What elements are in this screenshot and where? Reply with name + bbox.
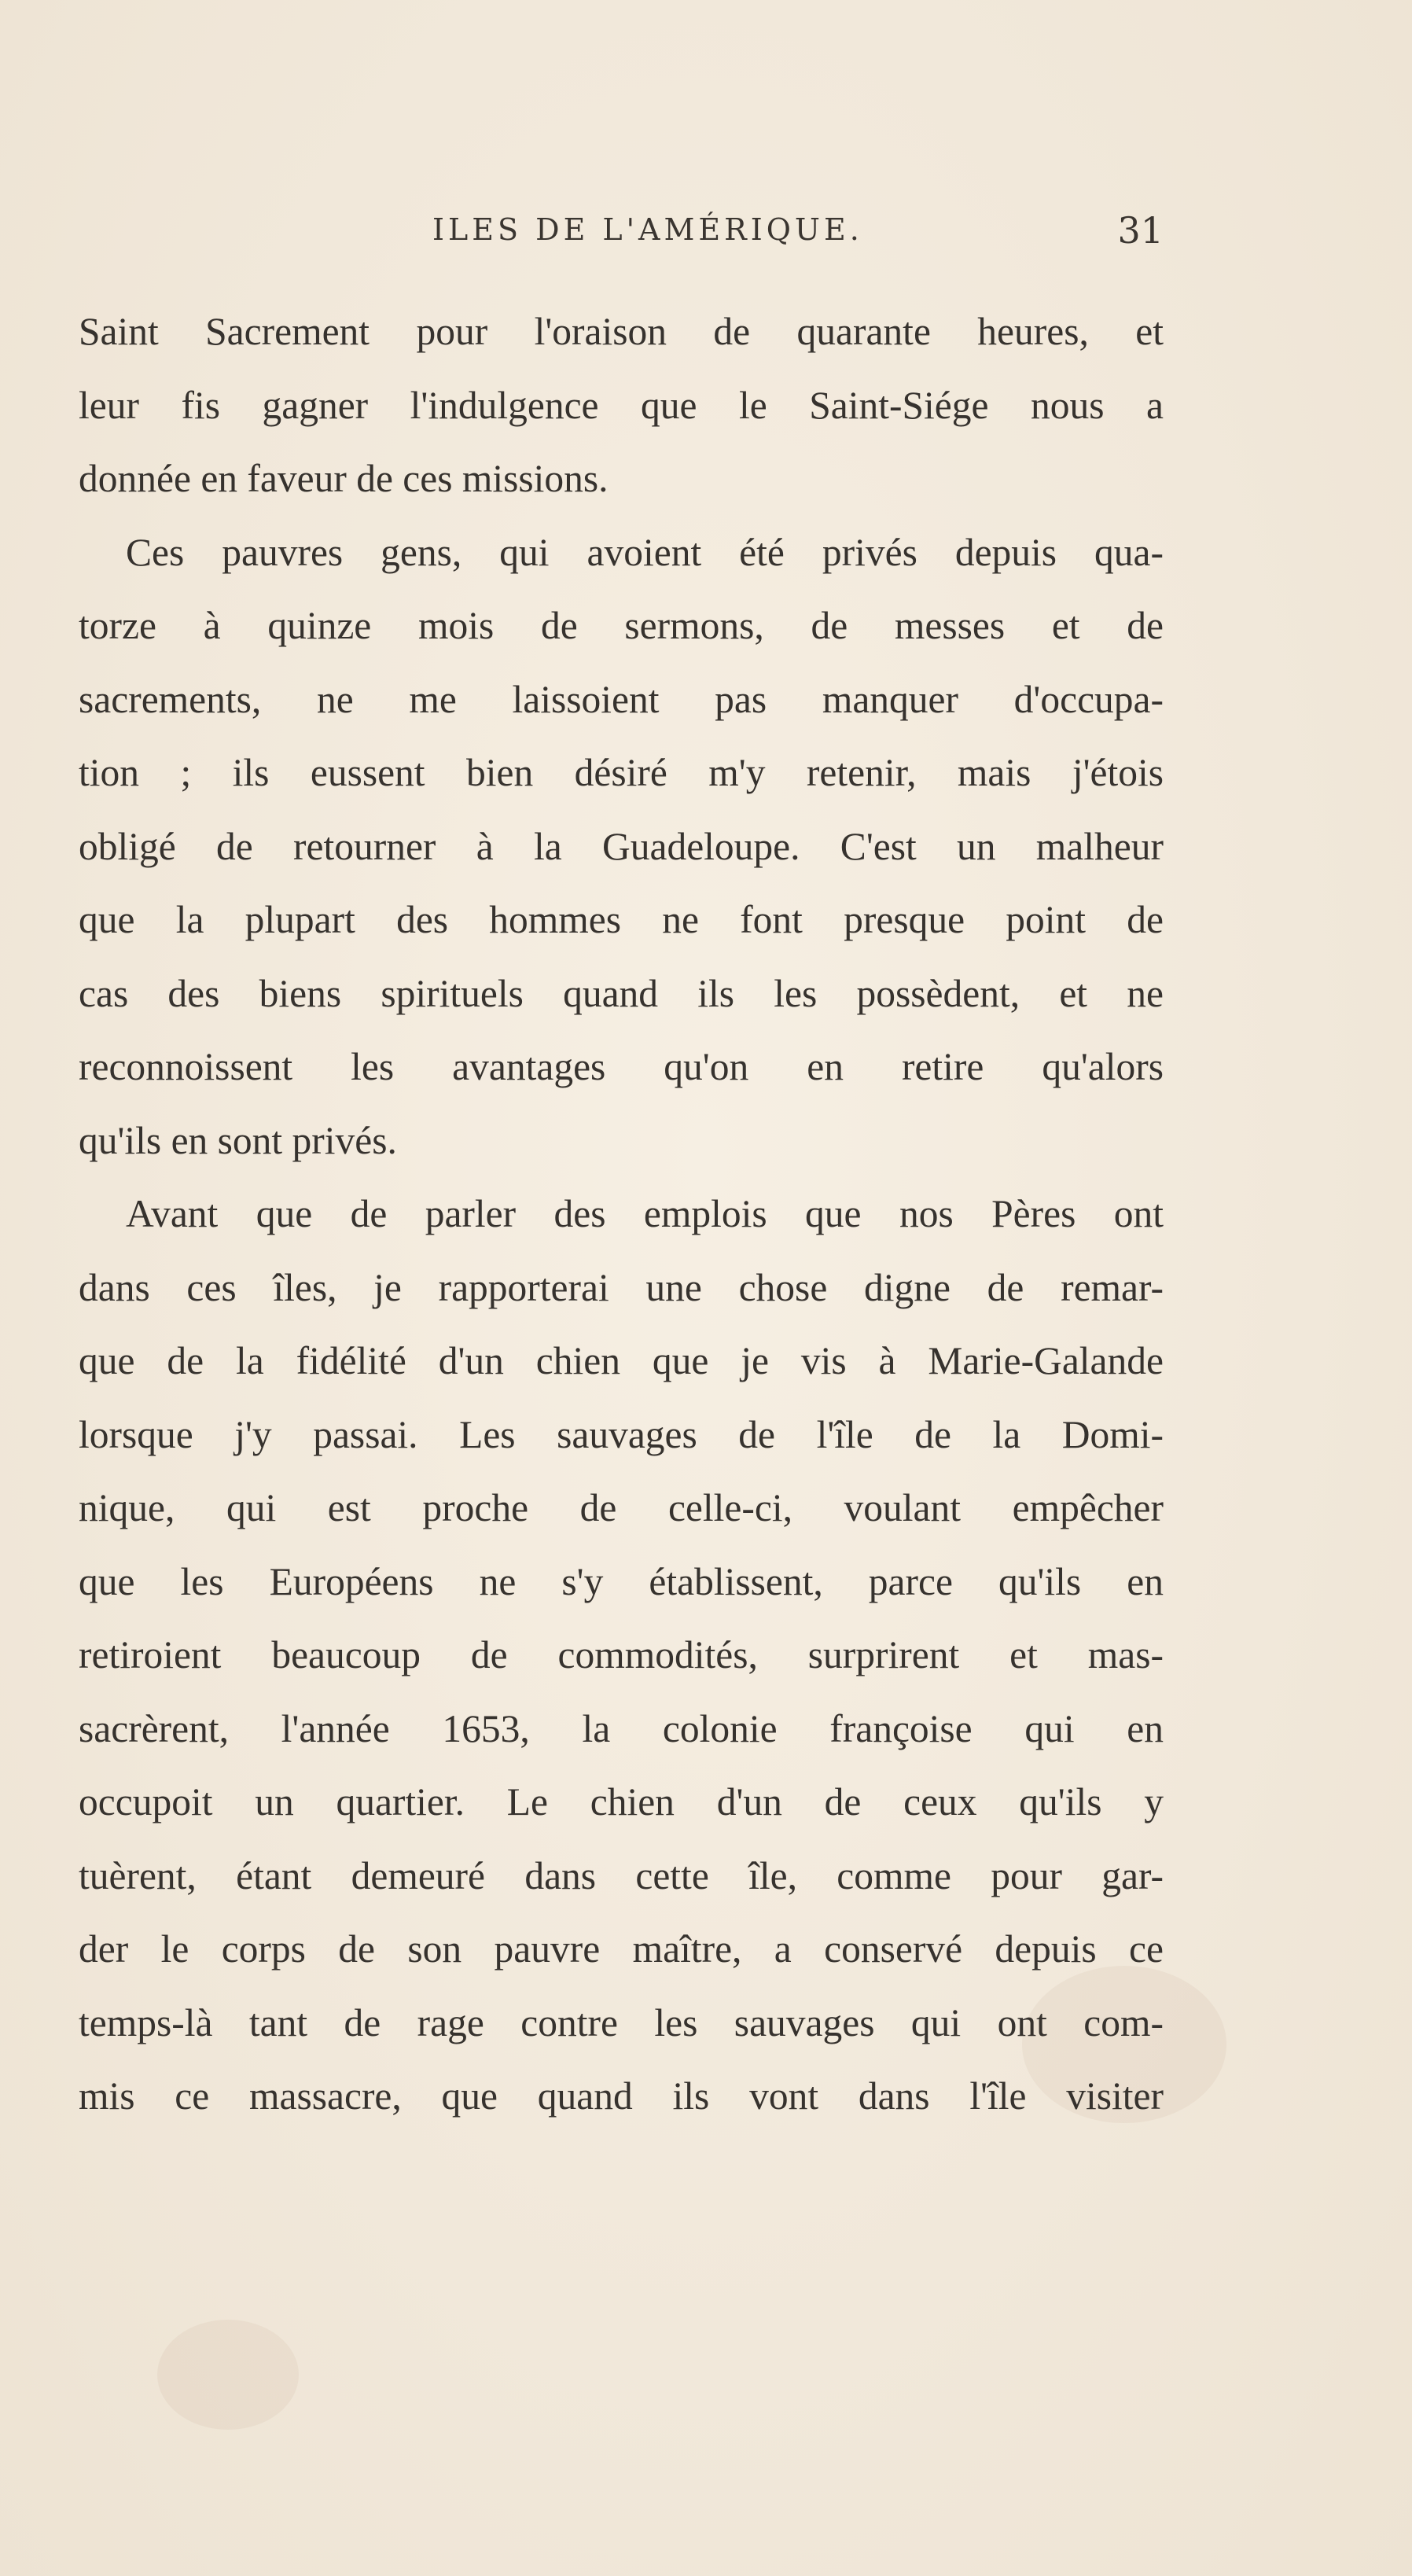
text-line: torze à quinze mois de sermons, de messes et de <box>79 604 1164 647</box>
text-line: que de la fidélité d'un chien que je vis à Marie-Galande <box>79 1339 1164 1382</box>
text-line: tion ; ils eussent bien désiré m'y retenir, mais j'étois <box>79 751 1164 794</box>
text-line: que les Européens ne s'y établissent, parce qu'ils en <box>79 1559 1164 1603</box>
text-line: que la plupart des hommes ne font presque point de <box>79 898 1164 941</box>
text-line: cas des biens spirituels quand ils les possèdent, et ne <box>79 971 1164 1015</box>
text-line: donnée en faveur de ces missions. <box>79 457 609 500</box>
text-line: dans ces îles, je rapporterai une chose digne de remar- <box>79 1265 1164 1309</box>
text-line: reconnoissent les avantages qu'on en retire qu'alors <box>79 1045 1164 1088</box>
page-number: 31 <box>1117 209 1164 252</box>
running-title: ILES DE L'AMÉRIQUE. <box>432 212 863 247</box>
paper-stain <box>157 2320 299 2430</box>
text-line: temps-là tant de rage contre les sauvages qui ont com- <box>79 2000 1164 2044</box>
text-line: retiroient beaucoup de commodités, surprirent et mas- <box>79 1633 1164 1676</box>
text-line: sacrèrent, l'année 1653, la colonie françoise qui en <box>79 1706 1164 1750</box>
text-line: qu'ils en sont privés. <box>79 1118 397 1162</box>
text-line: Avant que de parler des emplois que nos Pères ont <box>126 1192 1164 1235</box>
text-line: occupoit un quartier. Le chien d'un de ceux qu'ils y <box>79 1780 1164 1823</box>
text-line: Ces pauvres gens, qui avoient été privés depuis qua- <box>126 530 1164 574</box>
text-line: der le corps de son pauvre maître, a conservé depuis ce <box>79 1927 1164 1971</box>
text-line: obligé de retourner à la Guadeloupe. C'est un malheur <box>79 824 1164 868</box>
body-text <box>79 295 1164 2133</box>
text-line: sacrements, ne me laissoient pas manquer d'occupa- <box>79 677 1164 721</box>
text-line: lorsque j'y passai. Les sauvages de l'île de la Domi- <box>79 1412 1164 1456</box>
text-line: tuèrent, étant demeuré dans cette île, comme pour gar- <box>79 1853 1164 1897</box>
page-header <box>79 209 1164 267</box>
text-line: nique, qui est proche de celle-ci, voulant empêcher <box>79 1486 1164 1529</box>
text-line: Saint Sacrement pour l'oraison de quarante heures, et <box>79 310 1164 353</box>
text-line: leur fis gagner l'indulgence que le Saint-Siége nous a <box>79 383 1164 427</box>
text-line: mis ce massacre, que quand ils vont dans l'île visiter <box>79 2074 1164 2118</box>
